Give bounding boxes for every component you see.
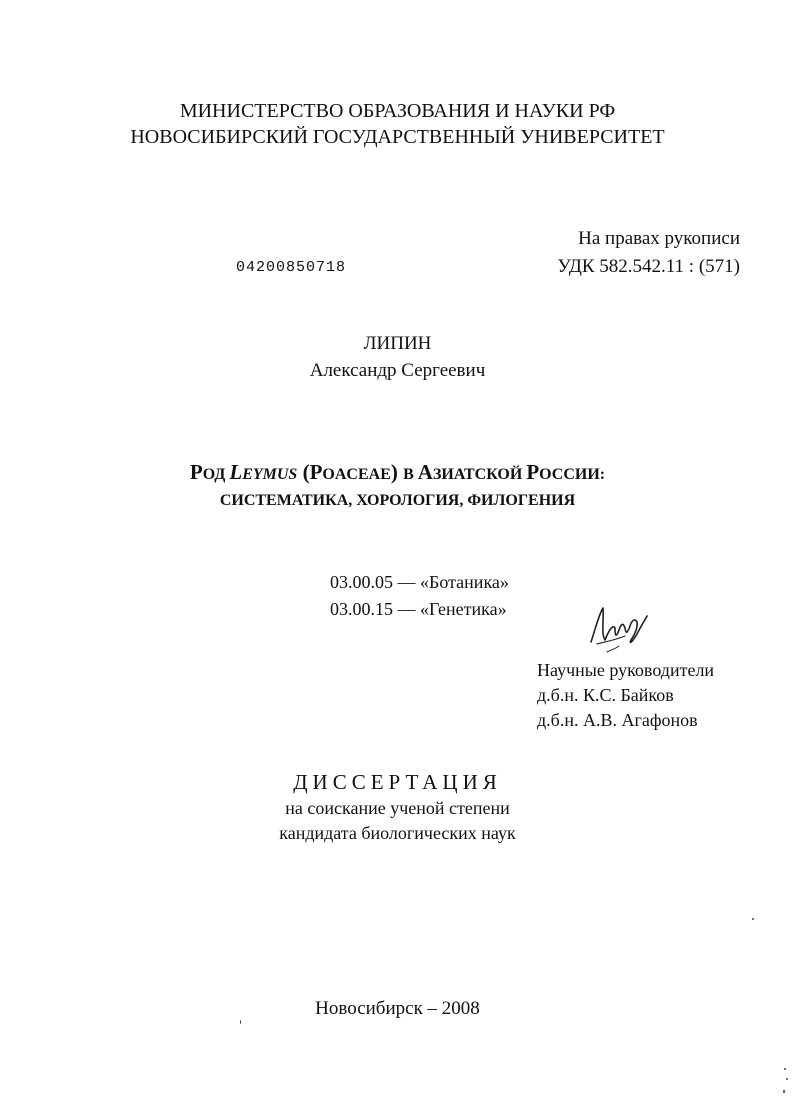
author-surname: ЛИПИН (363, 333, 432, 354)
title-word: А (417, 460, 433, 484)
title-word: Р (189, 460, 203, 484)
title-word: Р (526, 460, 540, 484)
author-given-names: Александр Сергеевич (309, 360, 486, 381)
catalog-number: 04200850718 (236, 259, 347, 276)
dissertation-title (0, 460, 795, 485)
degree-line-1: на соискание ученой степени (285, 798, 510, 818)
genus-name: EYMUS (242, 466, 298, 483)
title-word: ) (390, 460, 404, 484)
supervisors-heading: Научные руководители (537, 660, 715, 680)
scan-speck (783, 1090, 785, 1093)
title-word: ЗИАТСКОЙ (432, 466, 527, 483)
supervisor-1: д.б.н. К.С. Байков (537, 685, 674, 705)
dissertation-label: ДИССЕРТАЦИЯ (293, 770, 502, 794)
specialty-genetics: 03.00.15 — «Генетика» (330, 599, 507, 619)
supervisor-2: д.б.н. А.В. Агафонов (537, 710, 698, 730)
family-name: OACEAE (322, 466, 391, 483)
title-subtitle: СИСТЕМАТИКА, ХОРОЛОГИЯ, ФИЛОГЕНИЯ (219, 492, 576, 509)
family-name: P (309, 460, 323, 484)
genus-name: L (229, 460, 243, 484)
scan-speck (240, 1020, 241, 1024)
university-line: НОВОСИБИРСКИЙ ГОСУДАРСТВЕННЫЙ УНИВЕРСИТЕТ (130, 126, 665, 148)
title-word: В (403, 466, 418, 483)
city-year: Новосибирск – 2008 (315, 998, 480, 1019)
scan-speck (784, 1068, 786, 1070)
scan-speck (752, 918, 754, 920)
rights-note: На правах рукописи (578, 228, 740, 249)
scan-speck (786, 1078, 788, 1080)
udc-code: УДК 582.542.11 : (571) (557, 256, 740, 277)
degree-line-2: кандидата биологических наук (279, 823, 516, 843)
title-word: ( (297, 460, 310, 484)
ministry-line: МИНИСТЕРСТВО ОБРАЗОВАНИЯ И НАУКИ РФ (179, 100, 616, 122)
specialty-botany: 03.00.05 — «Ботаника» (330, 572, 509, 592)
title-word: ОД (202, 466, 230, 483)
title-word: ОССИИ: (539, 466, 606, 483)
handwritten-signature (585, 600, 655, 660)
